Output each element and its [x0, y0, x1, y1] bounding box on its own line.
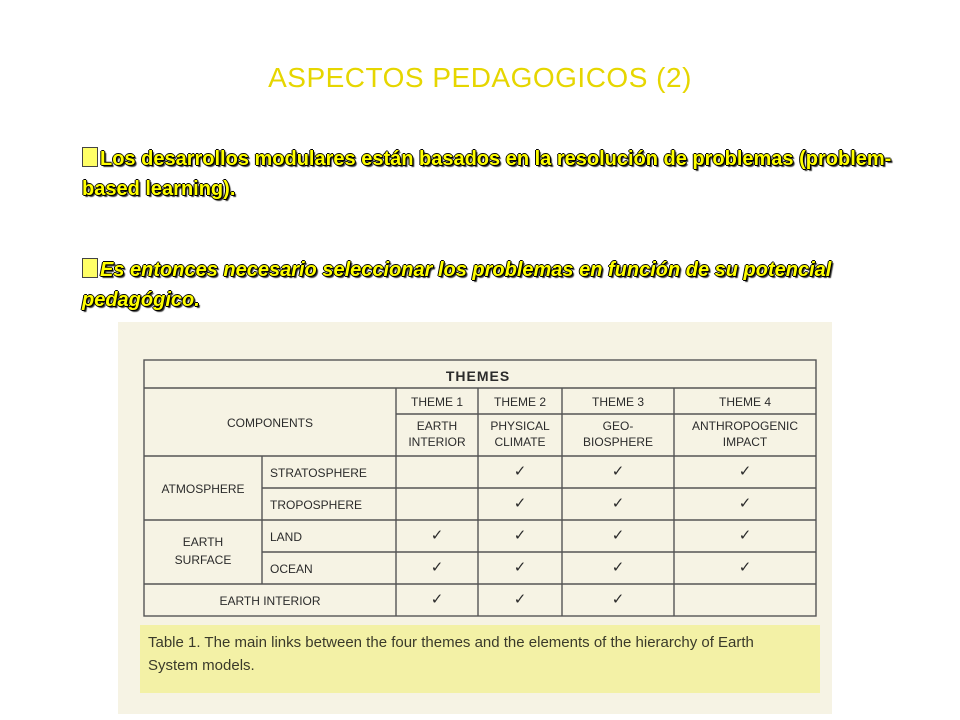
table-header-themes: THEMES — [445, 368, 511, 384]
check-icon: ✓ — [738, 495, 752, 512]
check-icon: ✓ — [611, 527, 625, 544]
check-icon: ✓ — [513, 559, 527, 576]
table-caption-box — [140, 625, 820, 693]
row-label-stratosphere: STRATOSPHERE — [270, 466, 367, 480]
check-icon: ✓ — [738, 463, 752, 480]
check-icon: ✓ — [611, 463, 625, 480]
table-image — [118, 322, 832, 714]
row-label-ocean: OCEAN — [270, 562, 313, 576]
check-icon: ✓ — [611, 559, 625, 576]
check-icon: ✓ — [738, 527, 752, 544]
check-icon: ✓ — [513, 463, 527, 480]
components-label: COMPONENTS — [226, 416, 314, 430]
check-icon: ✓ — [611, 495, 625, 512]
check-icon: ✓ — [513, 591, 527, 608]
group-atmosphere: ATMOSPHERE — [161, 482, 245, 496]
theme-4-name-line2: IMPACT — [722, 435, 768, 449]
check-icon: ✓ — [611, 591, 625, 608]
bullet-square-icon — [82, 147, 98, 167]
group-earth-surface-line2: SURFACE — [174, 553, 232, 567]
row-label-earth-interior: EARTH INTERIOR — [219, 594, 321, 608]
check-icon: ✓ — [513, 527, 527, 544]
table-caption: Table 1. The main links between the four themes and the elements of the hierarchy of Earth System models. — [148, 634, 754, 674]
row-label-land: LAND — [270, 530, 303, 544]
bullet-1 — [82, 144, 892, 204]
theme-1-number: THEME 1 — [410, 395, 464, 409]
theme-3-name-line1: GEO- — [602, 419, 634, 433]
theme-2-number: THEME 2 — [493, 395, 547, 409]
bullet-square-icon — [82, 258, 98, 278]
slide-title: ASPECTOS PEDAGOGICOS (2) — [268, 62, 692, 93]
group-earth-surface-line1: EARTH — [182, 535, 224, 549]
theme-2-name-line2: CLIMATE — [494, 435, 546, 449]
theme-1-name-line2: INTERIOR — [408, 435, 466, 449]
check-icon: ✓ — [513, 495, 527, 512]
theme-3-name-line2: BIOSPHERE — [582, 435, 654, 449]
themes-table — [118, 322, 832, 622]
theme-3-number: THEME 3 — [591, 395, 645, 409]
check-icon: ✓ — [430, 591, 444, 608]
theme-4-name-line1: ANTHROPOGENIC — [691, 419, 799, 433]
bullet-2 — [82, 255, 892, 315]
row-label-troposphere: TROPOSPHERE — [270, 498, 363, 512]
check-icon: ✓ — [430, 559, 444, 576]
check-icon: ✓ — [738, 559, 752, 576]
theme-2-name-line1: PHYSICAL — [490, 419, 550, 433]
bullet-1-text: Los desarrollos modulares están basados en la resolución de problemas (problem-based learning). — [82, 148, 892, 200]
bullet-2-text: Es entonces necesario seleccionar los problemas en función de su potencial pedagógico. — [82, 259, 832, 311]
theme-1-name-line1: EARTH — [416, 419, 458, 433]
check-icon: ✓ — [430, 527, 444, 544]
theme-4-number: THEME 4 — [718, 395, 772, 409]
check-marks — [431, 463, 752, 608]
